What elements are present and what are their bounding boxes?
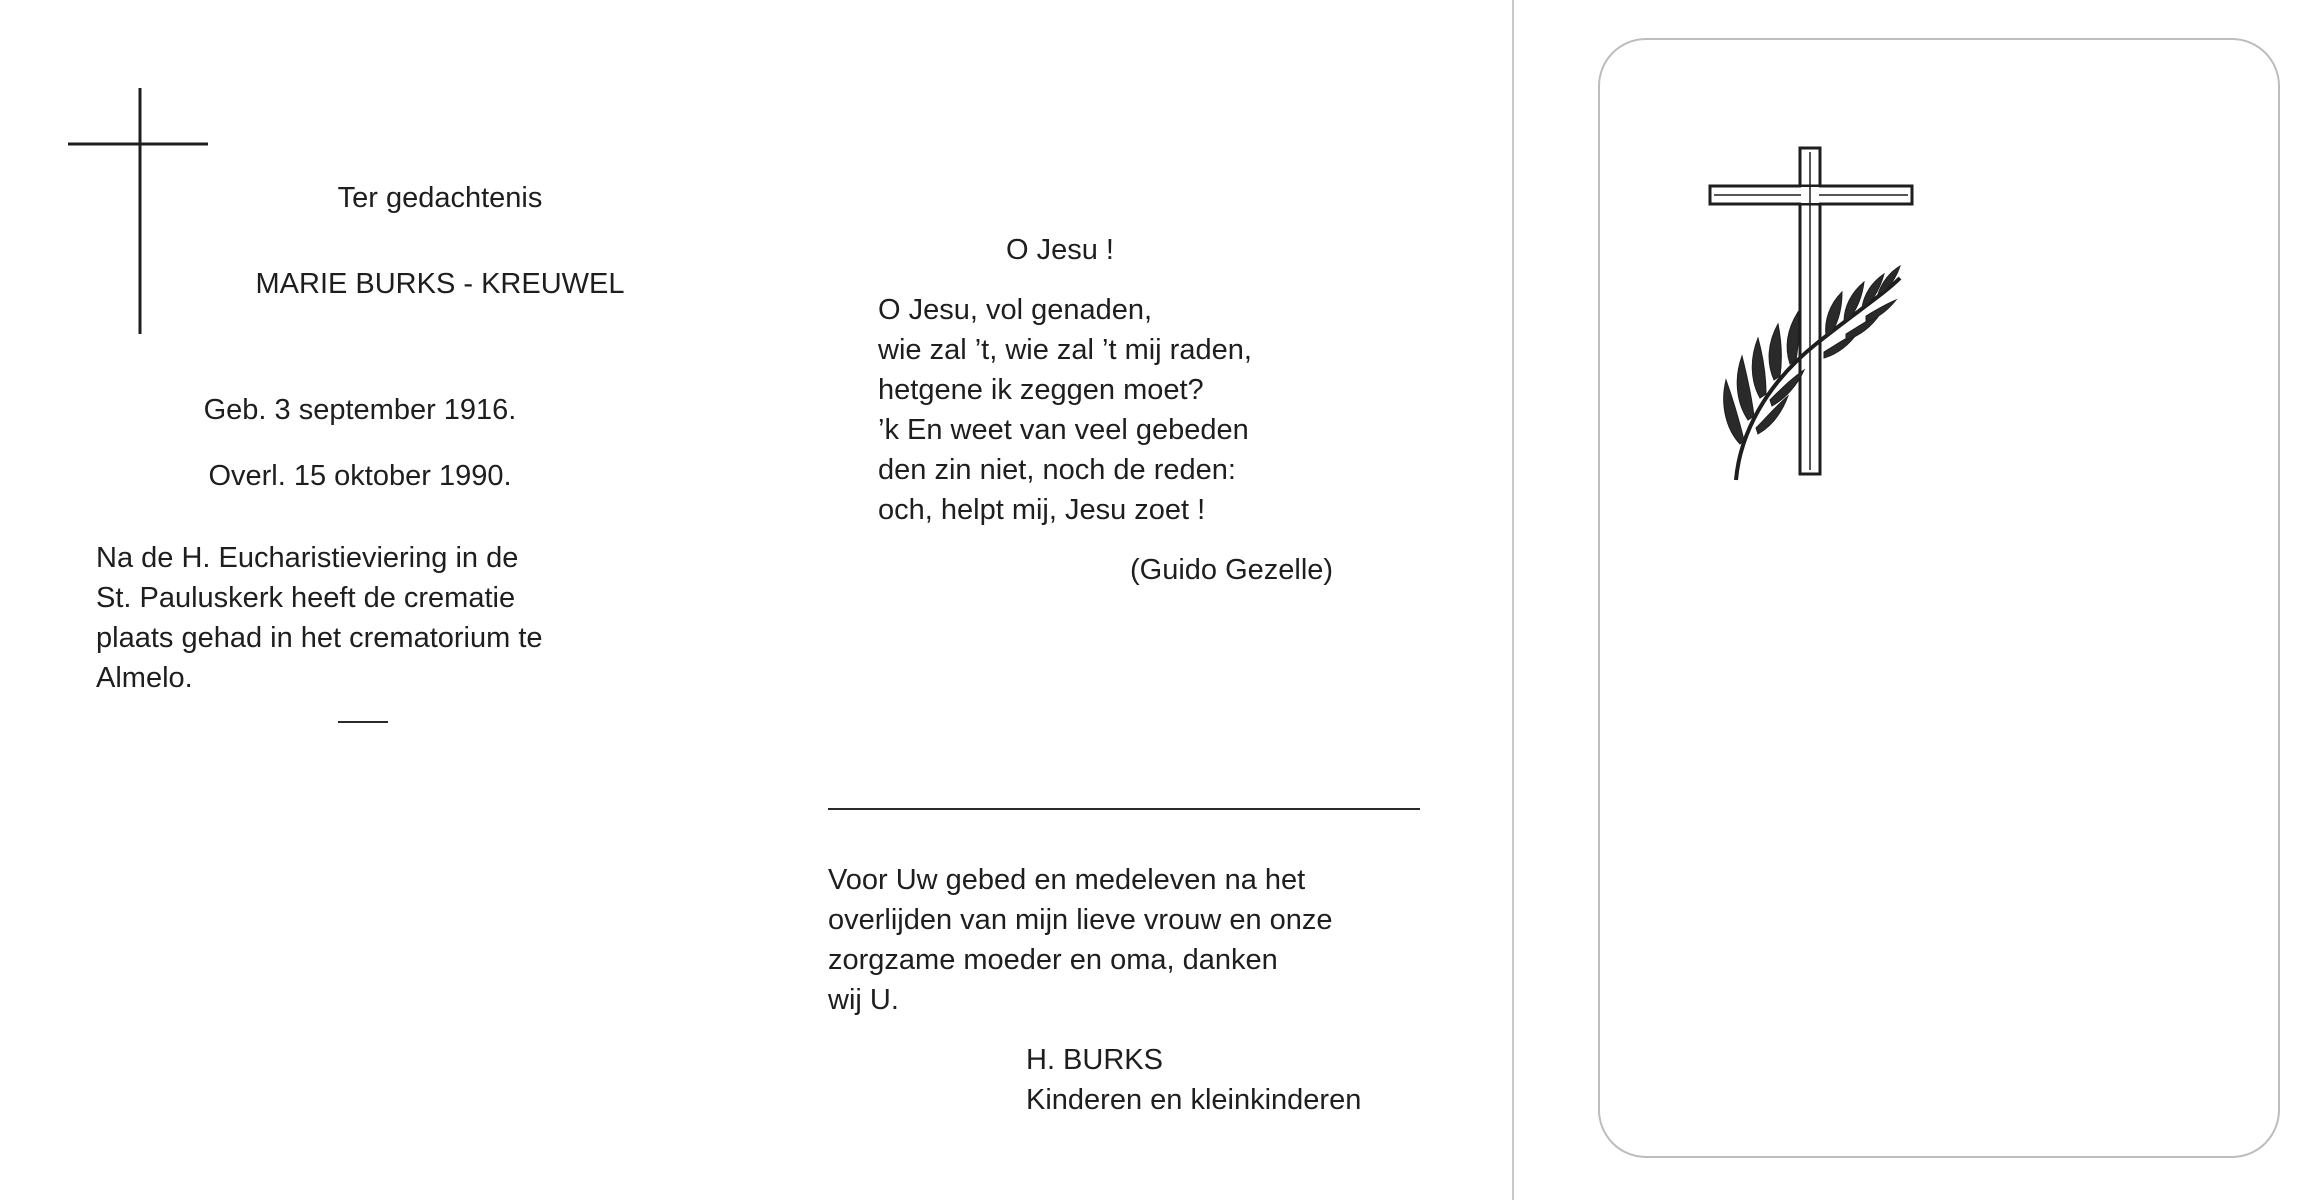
poem-title: O Jesu ! — [1006, 234, 1114, 266]
ceremony-notice — [96, 538, 628, 698]
poem-line: och, helpt mij, Jesu zoet ! — [878, 494, 1206, 526]
poem-line: den zin niet, noch de reden: — [878, 454, 1236, 486]
cross-icon — [68, 88, 210, 336]
notice-line: Almelo. — [96, 662, 193, 694]
birth-date: Geb. 3 september 1916. — [203, 394, 517, 426]
thanks-line: zorgzame moeder en oma, danken — [828, 944, 1278, 976]
death-date: Overl. 15 oktober 1990. — [208, 460, 512, 492]
notice-line: plaats gehad in het crematorium te — [96, 622, 543, 654]
fold-line — [1512, 0, 1514, 1200]
front-card — [1598, 38, 2280, 1158]
short-divider — [338, 721, 388, 723]
notice-line: Na de H. Eucharistieviering in de — [96, 542, 519, 574]
signature-name: H. BURKS — [1026, 1044, 1163, 1076]
poem-line: O Jesu, vol genaden, — [878, 294, 1153, 326]
thanks-line: overlijden van mijn lieve vrouw en onze — [828, 904, 1333, 936]
cross-with-palm-icon — [1706, 144, 1926, 484]
poem-line: ’k En weet van veel gebeden — [878, 414, 1249, 446]
heading: Ter gedachtenis — [337, 182, 543, 214]
long-divider — [828, 808, 1420, 810]
poem — [878, 290, 1378, 530]
signature-family: Kinderen en kleinkinderen — [1026, 1084, 1362, 1116]
poem-author: (Guido Gezelle) — [1130, 554, 1334, 586]
thanks-line: wij U. — [828, 984, 899, 1016]
thanks-line: Voor Uw gebed en medeleven na het — [828, 864, 1306, 896]
poem-line: hetgene ik zeggen moet? — [878, 374, 1204, 406]
notice-line: St. Pauluskerk heeft de crematie — [96, 582, 516, 614]
poem-line: wie zal ’t, wie zal ’t mij raden, — [878, 334, 1252, 366]
deceased-name: MARIE BURKS - KREUWEL — [255, 268, 625, 300]
thanks-message — [828, 860, 1422, 1020]
